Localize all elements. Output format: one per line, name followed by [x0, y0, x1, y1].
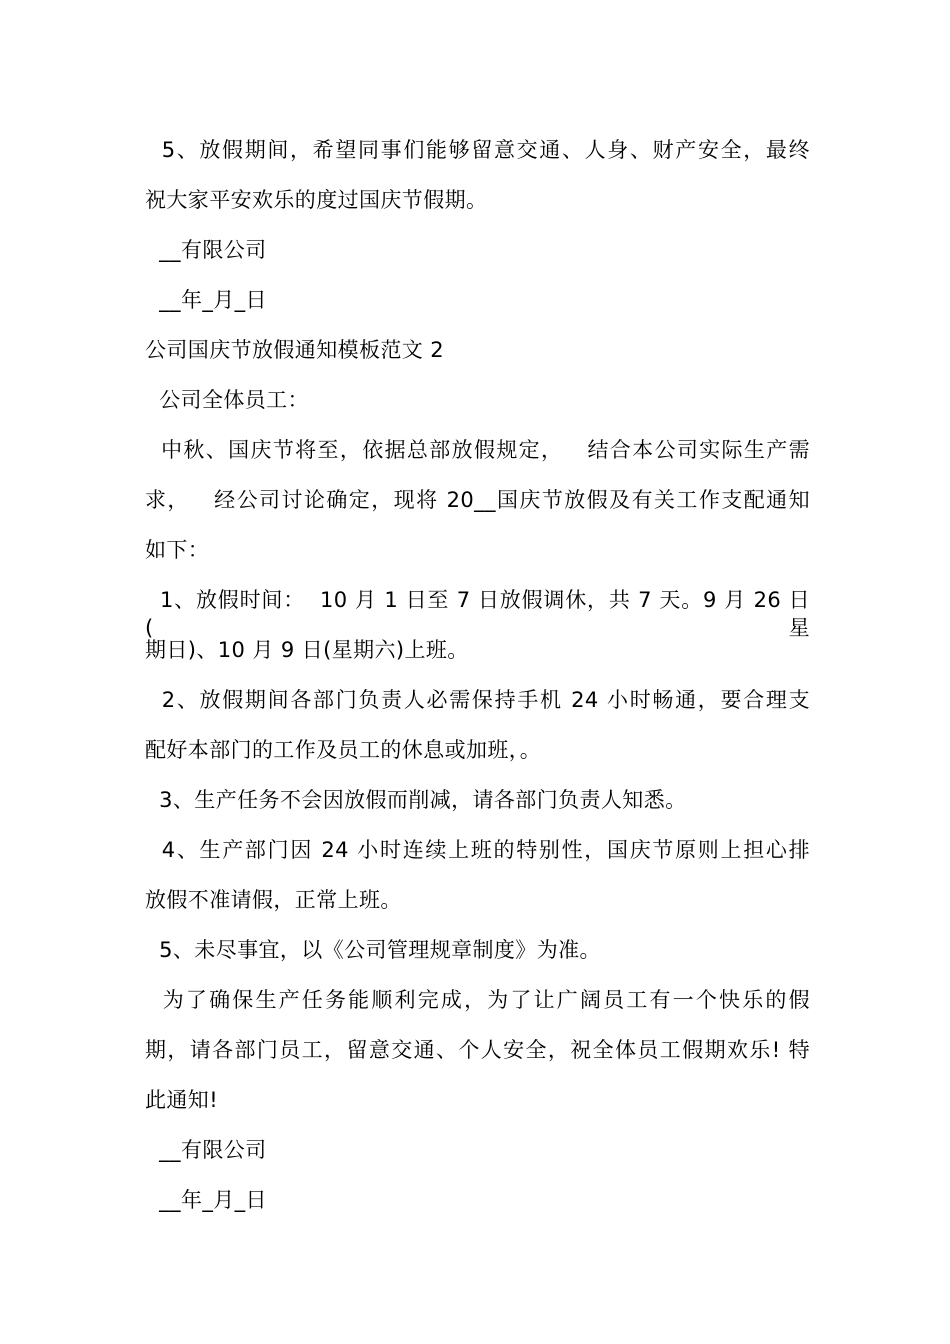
text-line: 祝大家平安欢乐的度过国庆节假期。: [145, 188, 488, 212]
section-title: 公司国庆节放假通知模板范文 2: [145, 338, 445, 362]
text-line: 此通知!: [145, 1088, 219, 1112]
text-line: __有限公司: [145, 238, 267, 262]
text-line: 公司全体员工：: [145, 388, 309, 412]
text-line: __年_月_日: [145, 288, 267, 312]
text-line: 1、放假时间： 10 月 1 日至 7 日放假调休，共 7 天。9 月 26 日(星: [145, 588, 810, 640]
text-line: 5、未尽事宜，以《公司管理规章制度》为准。: [145, 938, 601, 962]
text-line: 如下：: [145, 538, 210, 562]
text-line: 2、放假期间各部门负责人必需保持手机 24 小时畅通，要合理支: [145, 688, 810, 712]
text-line: __年_月_日: [145, 1188, 267, 1212]
text-line: 求， 经公司讨论确定，现将 20__国庆节放假及有关工作支配通知: [145, 488, 810, 512]
text-line: 配好本部门的工作及员工的休息或加班，。: [145, 738, 542, 762]
text-line: 期，请各部门员工，留意交通、个人安全，祝全体员工假期欢乐! 特: [145, 1038, 810, 1062]
text-line: 5、放假期间，希望同事们能够留意交通、人身、财产安全，最终: [145, 138, 810, 162]
text-line: 期日)、10 月 9 日(星期六)上班。: [145, 638, 469, 662]
text-line: __有限公司: [145, 1138, 267, 1162]
text-line: 为了确保生产任务能顺利完成，为了让广阔员工有一个快乐的假: [145, 988, 810, 1012]
text-line: 中秋、国庆节将至，依据总部放假规定， 结合本公司实际生产需: [145, 438, 810, 462]
text-line: 3、生产任务不会因放假而削减，请各部门负责人知悉。: [145, 788, 687, 812]
text-line: 放假不准请假，正常上班。: [145, 888, 402, 912]
text-line: 4、生产部门因 24 小时连续上班的特别性，国庆节原则上担心排: [145, 838, 810, 862]
